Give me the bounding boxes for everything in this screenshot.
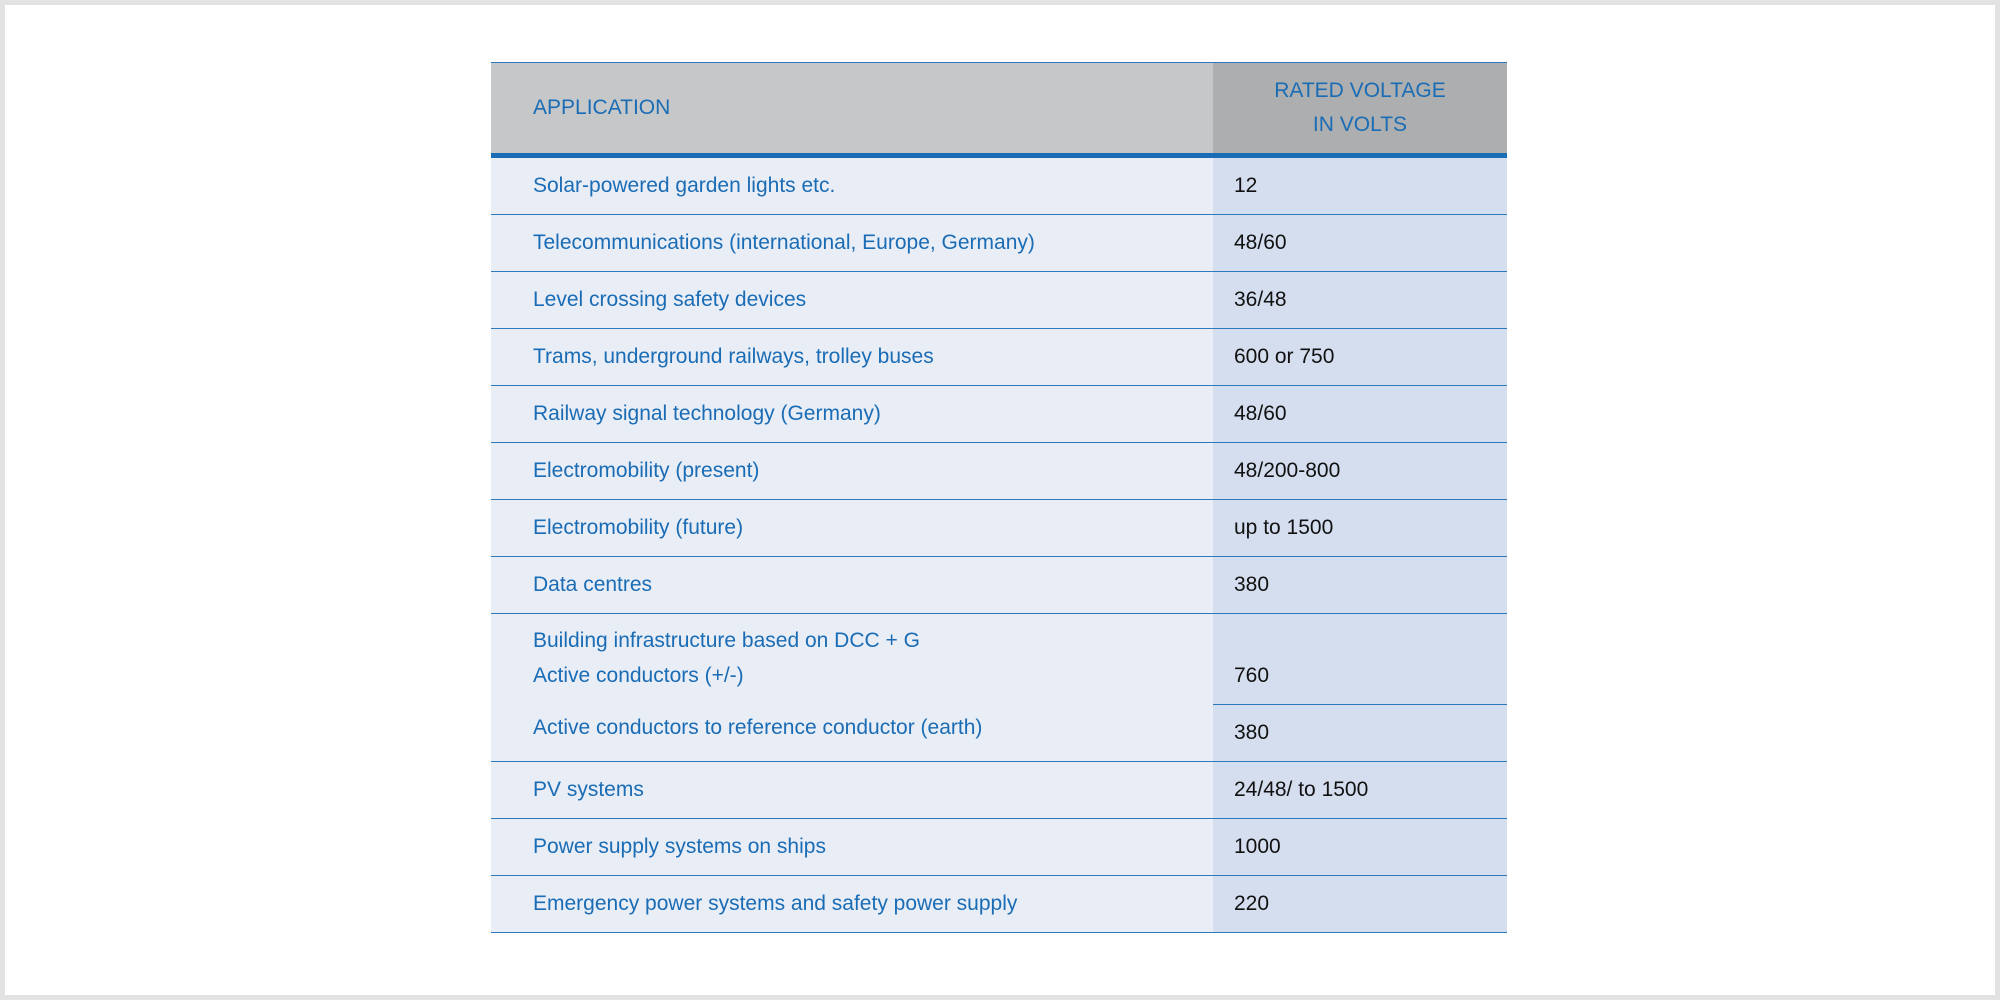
row-application: PV systems: [491, 762, 1213, 818]
row-voltage: 36/48: [1213, 272, 1507, 328]
table-row: [491, 215, 1507, 272]
voltage-table: [491, 62, 1507, 933]
table-row: [491, 272, 1507, 329]
row-voltage: 380: [1213, 557, 1507, 613]
row-application: Data centres: [491, 557, 1213, 613]
table-row: [491, 500, 1507, 557]
row-voltage: up to 1500: [1213, 500, 1507, 556]
header-application-label: APPLICATION: [533, 96, 671, 119]
table-row: [491, 557, 1507, 614]
row-application: Power supply systems on ships: [491, 819, 1213, 875]
row-voltage: 1000: [1213, 819, 1507, 875]
group-voltage: [1213, 614, 1507, 761]
group-application: [491, 614, 1213, 761]
row-application: Emergency power systems and safety power supply: [491, 876, 1213, 932]
header-application: [491, 63, 1213, 153]
row-voltage: 48/200-800: [1213, 443, 1507, 499]
group-sub2-application: Active conductors to reference conductor (earth): [533, 716, 983, 739]
row-voltage: 600 or 750: [1213, 329, 1507, 385]
group-sub2-voltage: 380: [1234, 721, 1270, 744]
table-row: [491, 329, 1507, 386]
table-row: [491, 158, 1507, 215]
header-voltage-line1: RATED VOLTAGE: [1274, 79, 1446, 102]
row-voltage: 12: [1213, 158, 1507, 214]
header-voltage-line2: IN VOLTS: [1312, 113, 1408, 136]
row-application: Trams, underground railways, trolley buses: [491, 329, 1213, 385]
row-application: Electromobility (future): [491, 500, 1213, 556]
group-sub1-application: Active conductors (+/-): [533, 664, 744, 687]
table-row: [491, 876, 1507, 933]
group-divider: [1213, 704, 1507, 705]
table-row: [491, 762, 1507, 819]
page: [5, 5, 1995, 995]
table-header: [491, 62, 1507, 158]
row-voltage: 220: [1213, 876, 1507, 932]
group-title: Building infrastructure based on DCC + G: [533, 629, 920, 652]
group-sub1-voltage: 760: [1234, 664, 1270, 687]
row-application: Level crossing safety devices: [491, 272, 1213, 328]
table-row: [491, 443, 1507, 500]
row-voltage: 48/60: [1213, 215, 1507, 271]
row-voltage: 48/60: [1213, 386, 1507, 442]
row-application: Electromobility (present): [491, 443, 1213, 499]
table-row: [491, 386, 1507, 443]
row-application: Telecommunications (international, Europe, Germany): [491, 215, 1213, 271]
building-infrastructure-group: [491, 614, 1507, 762]
table-row: [491, 819, 1507, 876]
row-voltage: 24/48/ to 1500: [1213, 762, 1507, 818]
row-application: Railway signal technology (Germany): [491, 386, 1213, 442]
header-voltage: [1213, 63, 1507, 153]
row-application: Solar-powered garden lights etc.: [491, 158, 1213, 214]
